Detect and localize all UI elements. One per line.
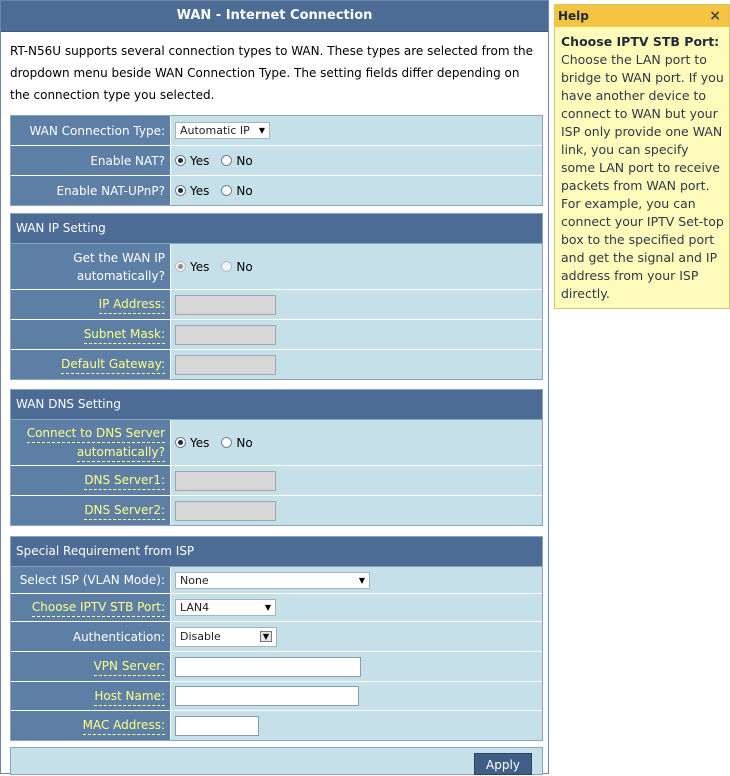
help-title: Help — [558, 9, 589, 23]
help-text: Choose the LAN port to bridge to WAN port. If you have another device to connect to WAN but your ISP only provide one WAN link, you can specify some LAN port to receive packets from WAN port. For example, you can connect your IPTV Set-top box to the specified port and get the signal and IP address from your ISP directly. — [561, 52, 724, 301]
auth-label: Authentication: — [72, 629, 165, 644]
vpn-row — [11, 651, 542, 681]
get-ip-yes-radio[interactable]: Yes — [175, 260, 209, 274]
dns-auto-no-radio[interactable]: No — [221, 436, 252, 450]
dns1-label[interactable]: DNS Server1: — [84, 471, 165, 490]
wan-ip-header: WAN IP Setting — [11, 214, 542, 244]
help-panel — [554, 4, 730, 309]
intro-text: RT-N56U supports several connection types to WAN. These types are selected from the dropdown menu beside WAN Connection Type. The setting fields differ depending on the connection type you selected. — [10, 44, 534, 102]
iptv-label[interactable]: Choose IPTV STB Port: — [32, 598, 165, 617]
chevron-down-icon: ▼ — [260, 631, 272, 642]
host-input[interactable] — [175, 686, 359, 706]
nat-no-radio[interactable]: No — [221, 154, 252, 168]
dns2-row — [11, 495, 542, 525]
ip-address-label[interactable]: IP Address: — [99, 295, 165, 314]
chevron-down-icon: ▼ — [358, 575, 365, 585]
dns-auto-label-1[interactable]: Connect to DNS Server — [27, 424, 165, 443]
dns-auto-yes-radio[interactable]: Yes — [175, 436, 209, 450]
iptv-row — [11, 593, 542, 621]
host-label[interactable]: Host Name: — [94, 687, 165, 706]
iptv-select[interactable]: LAN4 ▼ — [175, 599, 276, 616]
upnp-row — [11, 175, 542, 205]
wan-type-row — [11, 116, 542, 145]
upnp-yes-radio[interactable]: Yes — [175, 184, 209, 198]
dns1-row — [11, 465, 542, 495]
wan-dns-header: WAN DNS Setting — [11, 390, 542, 420]
vlan-label: Select ISP (VLAN Mode): — [19, 573, 165, 587]
vlan-select[interactable]: None ▼ — [175, 572, 370, 589]
close-icon[interactable]: × — [709, 8, 721, 24]
dns-auto-label-2[interactable]: automatically? — [77, 443, 165, 462]
upnp-label: Enable NAT-UPnP? — [56, 183, 165, 198]
general-section — [10, 115, 543, 206]
host-row — [11, 681, 542, 710]
wan-type-select[interactable]: Automatic IP ▼ — [175, 122, 270, 139]
default-gateway-label[interactable]: Default Gateway: — [61, 355, 165, 374]
vpn-label[interactable]: VPN Server: — [94, 657, 165, 676]
upnp-no-radio[interactable]: No — [221, 184, 252, 198]
wan-ip-section — [10, 213, 543, 380]
mac-label[interactable]: MAC Address: — [83, 716, 165, 735]
mac-row — [11, 710, 542, 740]
get-ip-auto-label-1: Get the WAN IP — [73, 250, 165, 265]
isp-header: Special Requirement from ISP — [11, 537, 542, 567]
default-gateway-row — [11, 349, 542, 379]
default-gateway-input[interactable] — [175, 355, 276, 375]
chevron-down-icon: ▼ — [258, 126, 265, 135]
subnet-mask-input[interactable] — [175, 325, 276, 345]
help-heading: Choose IPTV STB Port: — [561, 34, 720, 49]
dns2-input[interactable] — [175, 501, 276, 521]
ip-address-input[interactable] — [175, 295, 276, 315]
auth-select[interactable]: Disable ▼ — [175, 627, 277, 647]
wan-dns-section — [10, 389, 543, 526]
vlan-row — [11, 567, 542, 593]
auth-row — [11, 621, 542, 651]
dns-auto-row — [11, 420, 542, 465]
chevron-down-icon: ▼ — [264, 603, 271, 612]
get-ip-auto-label-2: automatically? — [76, 268, 165, 283]
nat-yes-radio[interactable]: Yes — [175, 154, 209, 168]
mac-input[interactable] — [175, 716, 259, 736]
subnet-mask-label[interactable]: Subnet Mask: — [84, 325, 165, 344]
vpn-input[interactable] — [175, 657, 361, 677]
isp-section — [10, 536, 543, 741]
nat-label: Enable NAT? — [90, 153, 165, 168]
subnet-mask-row — [11, 319, 542, 349]
nat-row — [11, 145, 542, 175]
page-title: WAN - Internet Connection — [1, 1, 548, 32]
apply-button[interactable]: Apply — [474, 753, 532, 775]
apply-bar — [10, 747, 543, 775]
dns2-label[interactable]: DNS Server2: — [84, 501, 165, 520]
wan-type-label: WAN Connection Type: — [29, 123, 165, 138]
ip-address-row — [11, 289, 542, 319]
dns1-input[interactable] — [175, 471, 276, 491]
get-ip-no-radio[interactable]: No — [221, 260, 252, 274]
get-ip-auto-row — [11, 244, 542, 289]
